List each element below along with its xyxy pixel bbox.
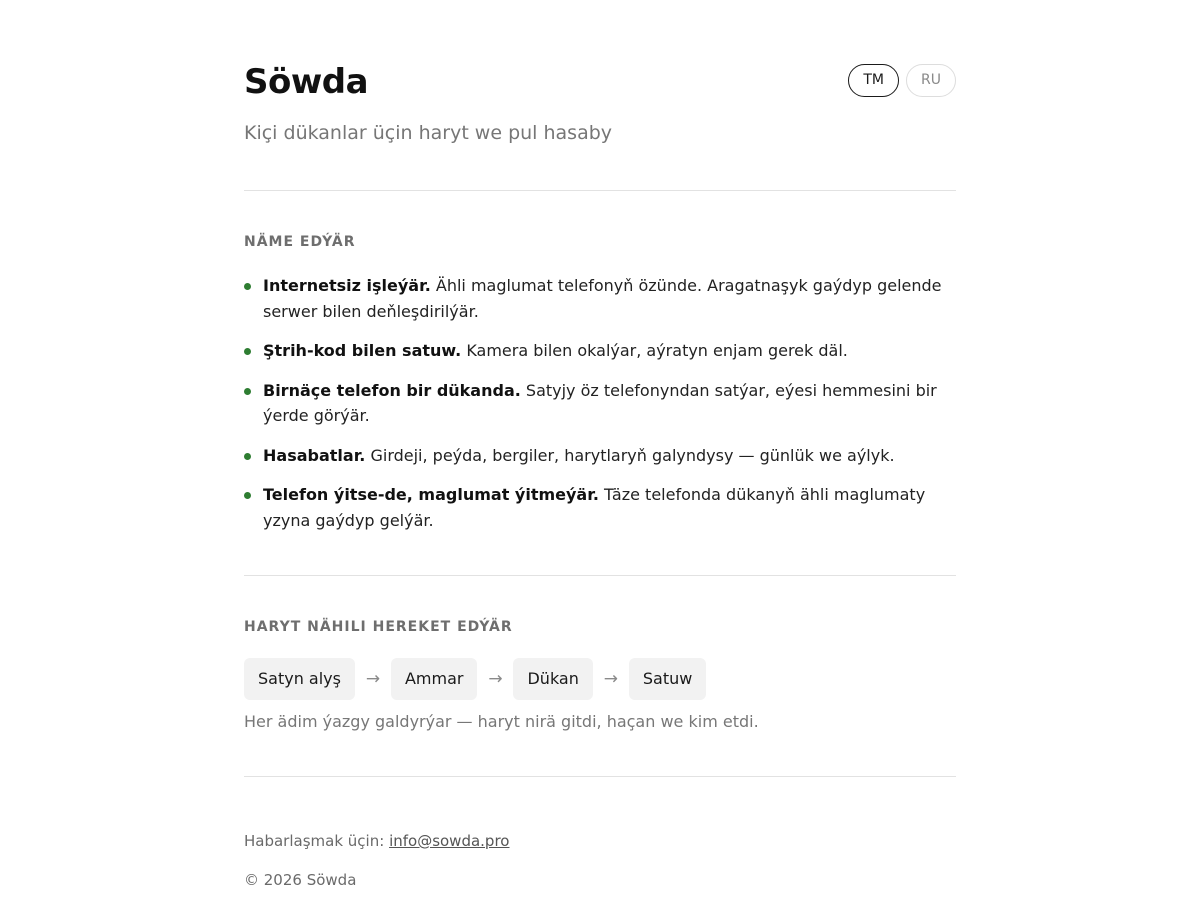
bullet-dot-icon xyxy=(244,283,251,290)
feature-title: Ştrih-kod bilen satuw. xyxy=(263,341,462,360)
feature-item-offline xyxy=(244,273,956,324)
page-subtitle: Kiçi dükanlar üçin haryt we pul hasaby xyxy=(244,122,613,144)
feature-title: Birnäçe telefon bir dükanda. xyxy=(263,380,521,400)
flow-step-sale: Satuw xyxy=(629,658,706,700)
feature-item-data-safety xyxy=(244,482,956,533)
feature-text: Ähli maglumat telefonyň özünde. Aragatnaşyk gaýdyp gelende serwer bilen deňleşdirilýär. xyxy=(263,276,942,321)
feature-list xyxy=(244,273,956,547)
feature-title: Telefon ýitse-de, maglumat ýitmeýär. xyxy=(263,485,599,504)
arrow-right-icon: → xyxy=(603,669,618,689)
arrow-right-icon: → xyxy=(488,669,503,689)
flow-section xyxy=(244,576,956,777)
feature-item-barcode xyxy=(244,338,956,364)
feature-title: Hasabatlar. xyxy=(263,445,366,465)
feature-item-reports xyxy=(244,443,956,469)
feature-title: Internetsiz işleýär. xyxy=(263,276,431,295)
flow-step-warehouse: Ammar xyxy=(391,658,478,700)
language-switcher xyxy=(848,64,956,97)
flow-step-purchase: Satyn alyş xyxy=(244,658,355,700)
copyright: © 2026 Söwda xyxy=(244,871,357,889)
flow-step-shop: Dükan xyxy=(513,658,592,700)
bullet-dot-icon xyxy=(244,388,251,395)
language-button-tm[interactable]: TM xyxy=(848,64,899,97)
language-button-ru[interactable]: RU xyxy=(906,64,956,97)
page-header xyxy=(244,0,956,191)
bullet-dot-icon xyxy=(244,492,251,499)
arrow-right-icon: → xyxy=(365,669,381,689)
flow-note: Her ädim ýazgy galdyrýar — haryt nirä gitdi, haçan we kim etdi. xyxy=(244,712,759,731)
feature-text: Satyjy öz telefonyndan satýar, eýesi hemmesini bir ýerde görýär. xyxy=(263,380,937,425)
contact-email-link[interactable]: info@sowda.pro xyxy=(389,832,510,850)
feature-text: Girdeji, peýda, bergiler, harytlaryň galyndysy — günlük we aýlyk. xyxy=(370,445,895,465)
page-footer xyxy=(244,777,956,899)
flow-heading: HARYT NÄHILI HEREKET EDÝÄR xyxy=(244,619,513,635)
feature-text: Täze telefonda dükanyň ähli maglumaty yzyna gaýdyp gelýär. xyxy=(263,485,926,530)
page xyxy=(244,0,956,899)
contact-label: Habarlaşmak üçin: xyxy=(244,832,385,850)
bullet-dot-icon xyxy=(244,453,251,460)
feature-text: Kamera bilen okalýar, aýratyn enjam gerek däl. xyxy=(466,341,848,360)
feature-item-multi-phone xyxy=(244,378,956,429)
features-section xyxy=(244,191,956,576)
page-title: Söwda xyxy=(244,62,369,102)
features-heading: NÄME EDÝÄR xyxy=(244,234,356,250)
bullet-dot-icon xyxy=(244,348,251,355)
contact-line xyxy=(244,832,509,850)
flow-steps xyxy=(244,658,706,700)
